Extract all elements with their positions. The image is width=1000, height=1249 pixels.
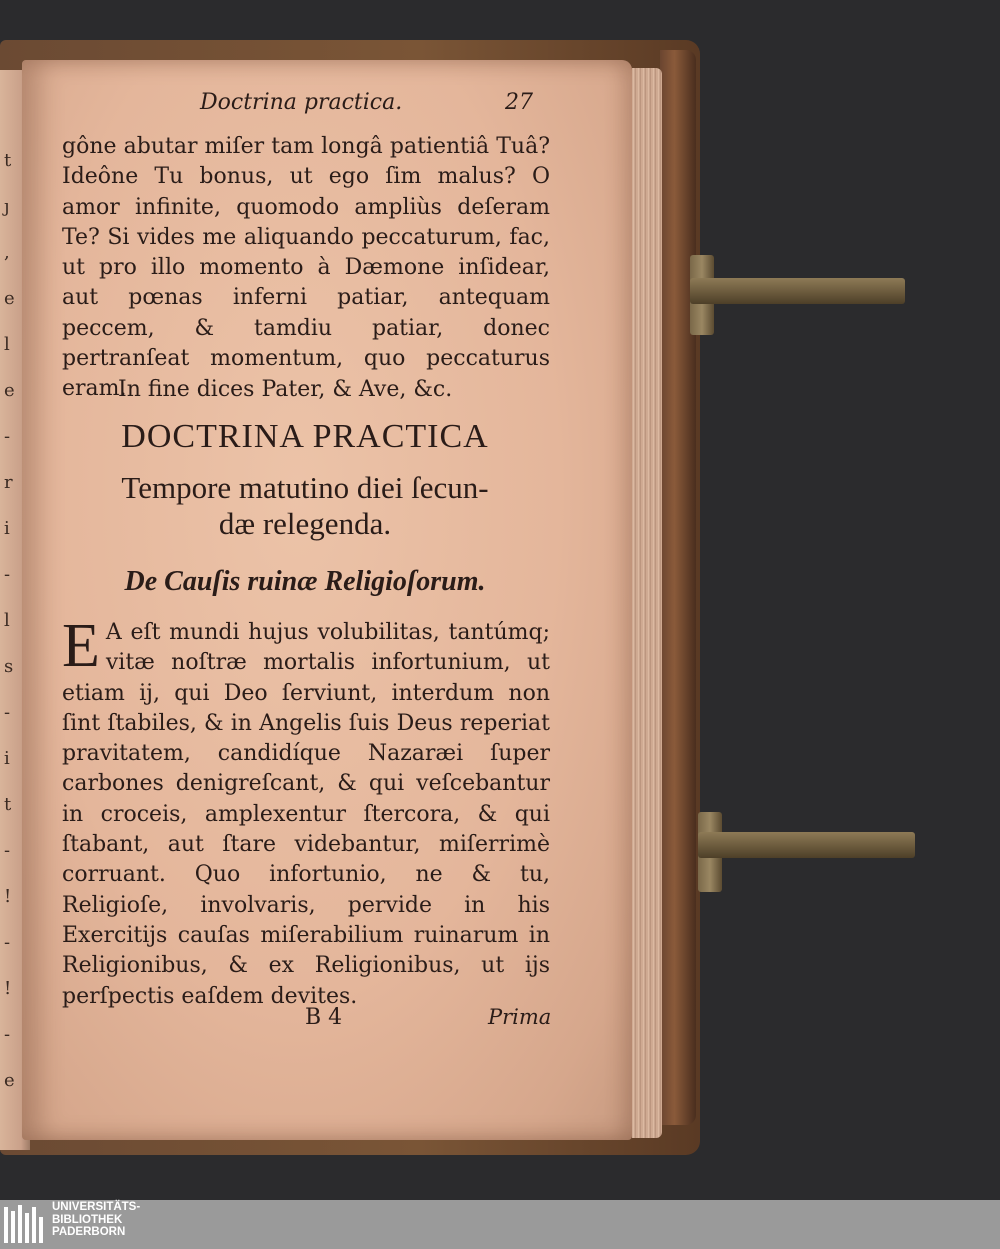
running-header: Doctrina practica. [200, 90, 403, 115]
book-fore-edge-cover [660, 50, 696, 1125]
library-name-line-3: PADERBORN [52, 1226, 126, 1238]
page-number: 27 [505, 90, 533, 115]
lower-clasp-icon [698, 832, 915, 858]
section-heading: DOCTRINA PRACTICA [121, 418, 489, 455]
drop-cap: E [62, 612, 100, 680]
left-page-fragment: r [4, 472, 13, 493]
closing-line: In fine dices Pater, & Ave, &c. [118, 377, 453, 402]
left-page-fragment: - [4, 702, 11, 723]
catchword: Prima [488, 1005, 552, 1029]
upper-clasp-icon [690, 278, 905, 304]
left-page-fragment: t [4, 150, 12, 171]
left-page-fragment: - [4, 932, 11, 953]
subtitle-line-1: Tempore matutino diei ſecun- [121, 470, 489, 505]
body-text: A eſt mundi hujus volubilitas, tantúmq; vitæ noſtræ mortalis infortunium, ut etiam ij, qui Deo ſerviunt, interdum non ſint ſtabiles, & in Angelis ſuis Deus reperiat pravitatem, candidíque Nazaræi ſuper carbones denigreſcant, & qui veſcebantur in croceis, amplexentur ſtercora, & qui ſtabant, aut ſtare videbantur, miſerrimè corruant. Quo infortunio, ne & tu, Religioſe, involvaris, pervide in his Exercitijs cauſas miſerabilium ruinarum in Religionibus, & ex Religionibus, ut ijs perſpectis eaſdem devites. [62, 620, 550, 1009]
library-logo-icon [2, 1203, 46, 1247]
left-page-fragment: i [4, 518, 10, 539]
left-page-fragment: e [4, 288, 15, 309]
left-page-fragment: l [4, 334, 10, 355]
left-page-fragment: l [4, 610, 10, 631]
left-page-fragment: e [4, 1070, 15, 1091]
left-page-fragment: s [4, 656, 14, 677]
left-page-fragment: - [4, 426, 11, 447]
left-page-fragment: e [4, 380, 15, 401]
library-name-line-1: UNIVERSITÄTS- [52, 1201, 141, 1213]
left-page-fragment: - [4, 840, 11, 861]
left-page-fragment: ȷ [4, 196, 10, 217]
subtitle-line-2: dæ relegenda. [218, 506, 392, 541]
left-page-fragment: - [4, 564, 11, 585]
left-page-fragment: - [4, 1024, 11, 1045]
section-subtitle [60, 470, 550, 542]
left-page-fragment: i [4, 748, 10, 769]
library-name [52, 1201, 140, 1239]
signature-mark: B 4 [305, 1005, 343, 1030]
top-paragraph: gône abutar miſer tam longâ patientiâ Tuâ? Ideône Tu bonus, ut ego ſim malus? O amor infinite, quomodo ampliùs deſeram Te? Si vides me aliquando peccaturum, fac, ut pro illo momento à Dæmone inſidear, aut pœnas inferni patiar, antequam peccem, & tamdiu patiar, donec pertranſeat momentum, quo peccaturus eram. [62, 134, 550, 402]
footer-bar [0, 1200, 1000, 1249]
library-name-line-2: BIBLIOTHEK [52, 1213, 123, 1226]
left-page-fragment: t [4, 794, 12, 815]
left-page-fragment: ! [4, 978, 12, 999]
left-page-fragment: ! [4, 886, 12, 907]
page-edges [632, 68, 662, 1138]
left-page-fragment: , [4, 242, 10, 263]
body-paragraph [62, 612, 550, 1012]
chapter-title: De Cauſis ruinæ Religioſorum. [124, 566, 486, 597]
